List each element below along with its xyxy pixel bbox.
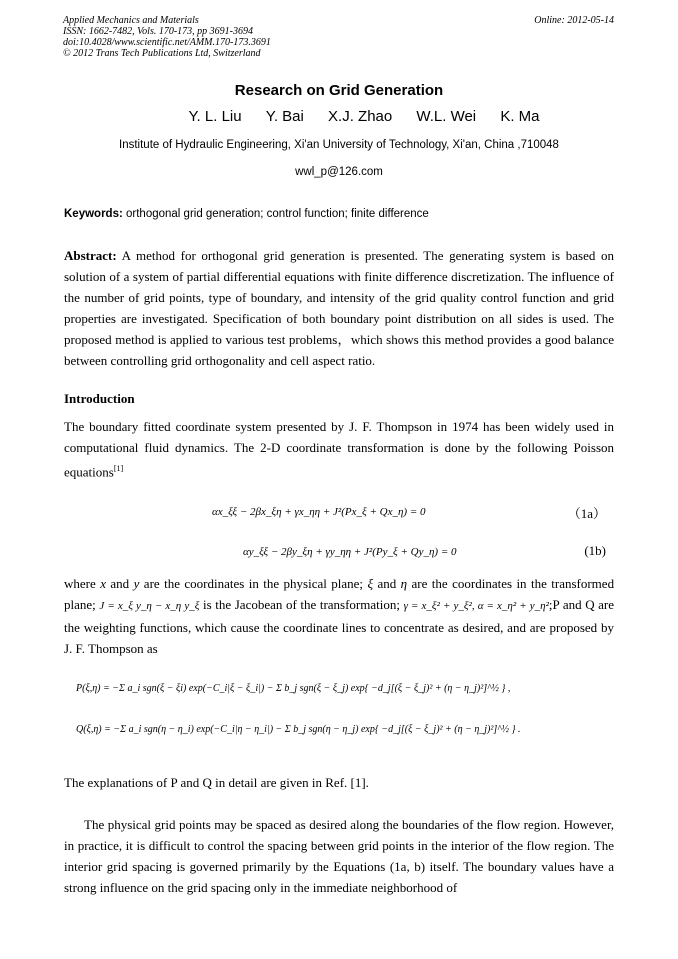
online-date: Online: 2012-05-14 <box>534 15 614 26</box>
equation-Q <box>76 724 521 735</box>
text-span: are the coordinates in the physical plane; <box>143 576 364 591</box>
author: X.J. Zhao <box>328 108 393 125</box>
intro-paragraph-1 <box>64 416 614 482</box>
equation-P-text: P(ξ,η) = −Σ a_i sgn(ξ − ξi) exp(−C_i|ξ − ξ_i|) − Σ b_j sgn(ξ − ξ_j) exp{ −d_j[(ξ − ξ_j)² + (η − η_j)²]^½ } <box>76 683 506 694</box>
copyright-line: © 2012 Trans Tech Publications Ltd, Switzerland <box>63 48 261 59</box>
author: Y. L. Liu <box>188 108 242 125</box>
equation-P <box>76 683 510 694</box>
email: wwl_p@126.com <box>295 166 383 178</box>
intro-paragraph-3: The explanations of P and Q in detail are given in Ref. [1]. <box>64 775 369 790</box>
keywords-label: Keywords: <box>64 208 123 220</box>
journal-header <box>63 15 271 59</box>
keywords-text: orthogonal grid generation; control function; finite difference <box>126 208 429 220</box>
gamma-alpha-formula: γ = x_ξ² + y_ξ², α = x_η² + y_η² <box>403 600 549 612</box>
var-eta: η <box>400 576 408 591</box>
journal-name: Applied Mechanics and Materials <box>63 15 199 26</box>
equation-1b: αy_ξξ − 2βy_ξη + γy_ηη + J²(Py_ξ + Qy_η) = 0 <box>243 546 457 558</box>
doi-line: doi:10.4028/www.scientific.net/AMM.170-173.3691 <box>63 37 271 48</box>
abstract <box>64 245 614 371</box>
abstract-label: Abstract: <box>64 248 117 263</box>
var-x: x <box>100 576 106 591</box>
abstract-text: A method for orthogonal grid generation is presented. The generating system is based on solution of a system of partial differential equations with finite difference discretization. The influence of the number of grid points, type of boundary, and intensity of the grid quality control function and grid properties are investigated. Specification of both boundary point distribution on all sides is used. The proposed method is applied to various test problems，which shows this method provides a good balance between controlling grid orthogonality and cell aspect ratio. <box>64 248 614 368</box>
author-list <box>0 108 678 125</box>
text-span: and <box>110 576 130 591</box>
section-heading-introduction: Introduction <box>64 391 135 406</box>
jacobian-formula: J = x_ξ y_η − x_η y_ξ <box>99 600 200 612</box>
text-span: is the Jacobean of the transformation; <box>203 597 400 612</box>
intro-paragraph-2 <box>64 573 614 659</box>
affiliation: Institute of Hydraulic Engineering, Xi'an University of Technology, Xi'an, China ,710048 <box>119 139 559 151</box>
keywords <box>64 208 624 220</box>
text-span: where <box>64 576 96 591</box>
equation-Q-end: . <box>518 724 521 735</box>
author: Y. Bai <box>265 108 304 125</box>
var-y: y <box>133 576 140 591</box>
intro-paragraph-4: The physical grid points may be spaced as desired along the boundaries of the flow region. However, in practice, it is difficult to control the spacing between grid points in the interior of the flow region. The interior grid spacing is governed primarily by the Equations (1a, b) itself. The boundary values have a strong influence on the grid spacing only in the immediate neighborhood of <box>64 817 614 895</box>
text-span: ;P and Q are the weighting functions, which cause the coordinate lines to concentrate as desired, and are proposed by J. F. Thompson as <box>64 597 615 656</box>
text-span: and <box>377 576 397 591</box>
author: W.L. Wei <box>416 108 477 125</box>
issn-line: ISSN: 1662-7482, Vols. 170-173, pp 3691-3694 <box>63 26 253 37</box>
equation-1b-number: (1b) <box>584 543 606 558</box>
equation-Q-text: Q(ξ,η) = −Σ a_i sgn(η − η_i) exp(−C_i|η − η_i|) − Σ b_j sgn(η − η_j) exp{ −d_j[(ξ − ξ_j)² + (η − η_j)²]^½ } <box>76 724 516 735</box>
equation-P-end: , <box>507 683 511 694</box>
citation-ref: [1] <box>113 464 124 473</box>
intro-p1-text: The boundary fitted coordinate system presented by J. F. Thompson in 1974 has been widely used in computational fluid dynamics. The 2-D coordinate transformation is done by the following Poisson equations <box>64 419 614 480</box>
paper-title: Research on Grid Generation <box>234 82 444 99</box>
text-span: are the coordinates in the transformed plane; <box>64 576 615 612</box>
equation-1a-number: （1a） <box>567 506 606 521</box>
var-xi: ξ <box>367 576 374 591</box>
author: K. Ma <box>500 108 540 125</box>
equation-1a: αx_ξξ − 2βx_ξη + γx_ηη + J²(Px_ξ + Qx_η) = 0 <box>212 506 426 518</box>
